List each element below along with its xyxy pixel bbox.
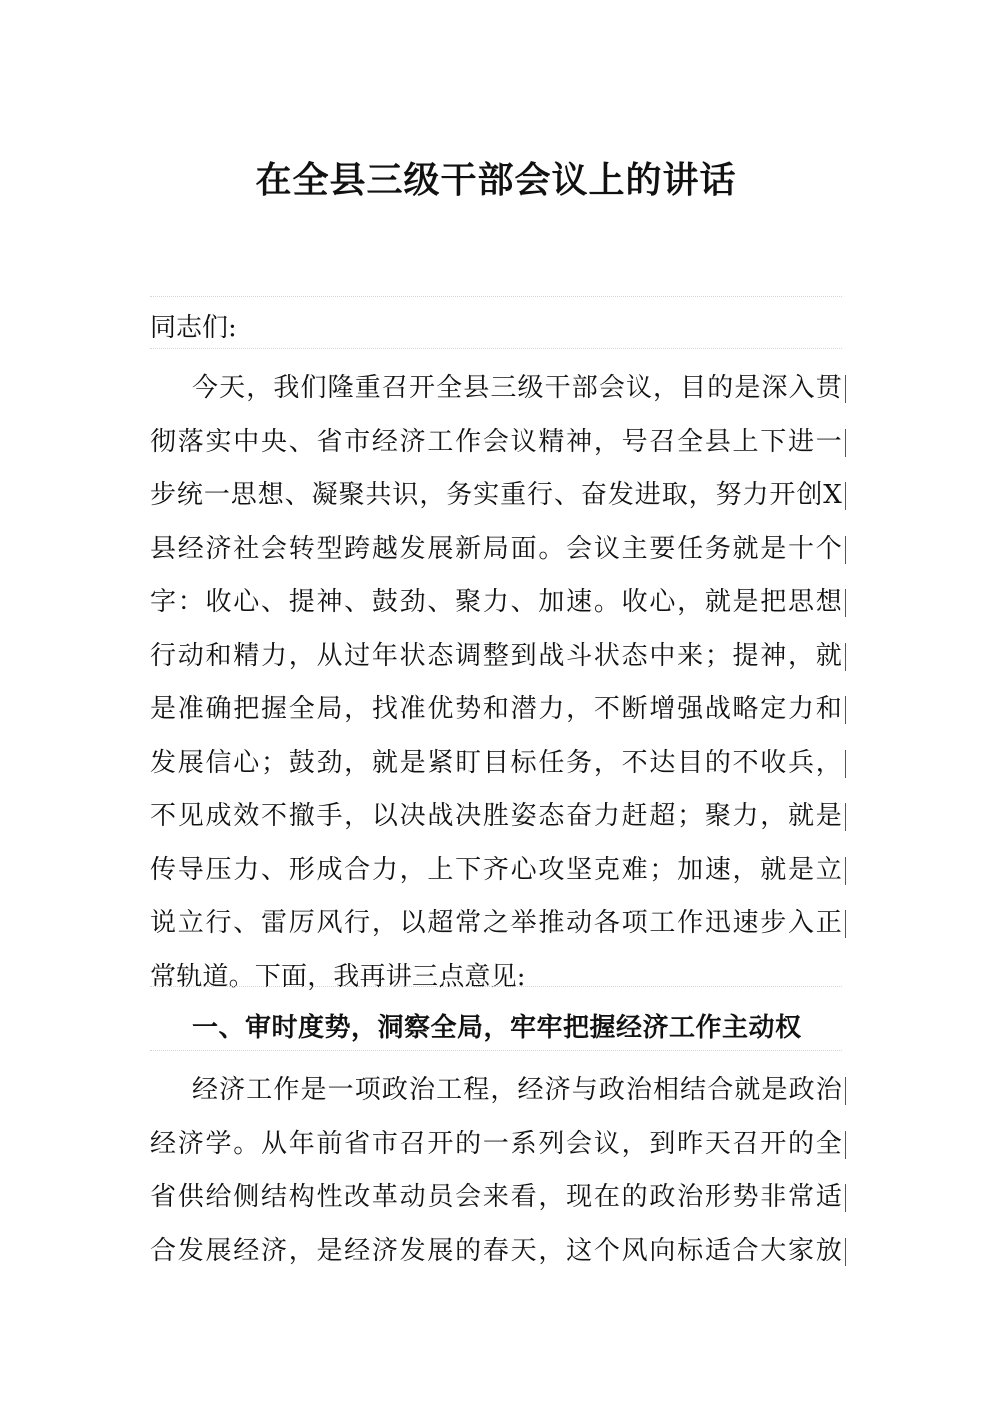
paragraph-line: 省供给侧结构性改革动员会来看，现在的政治形势非常适 bbox=[150, 1171, 842, 1225]
paragraph-line: 彻落实中央、省市经济工作会议精神，号召全县上下进一 bbox=[150, 416, 842, 470]
divider bbox=[150, 986, 842, 987]
divider bbox=[150, 296, 842, 297]
paragraph-line: 今天，我们隆重召开全县三级干部会议，目的是深入贯 bbox=[150, 362, 842, 416]
paragraph-line: 经济工作是一项政治工程，经济与政治相结合就是政治 bbox=[150, 1064, 842, 1118]
paragraph-line: 不见成效不撤手，以决战决胜姿态奋力赶超；聚力，就是 bbox=[150, 790, 842, 844]
divider bbox=[150, 348, 842, 349]
paragraph-line: 县经济社会转型跨越发展新局面。会议主要任务就是十个 bbox=[150, 523, 842, 577]
paragraph-line: 发展信心；鼓劲，就是紧盯目标任务，不达目的不收兵， bbox=[150, 737, 842, 791]
paragraph-line: 是准确把握全局，找准优势和潜力，不断增强战略定力和 bbox=[150, 683, 842, 737]
paragraph-line: 传导压力、形成合力，上下齐心攻坚克难；加速，就是立 bbox=[150, 844, 842, 898]
paragraph-line: 经济学。从年前省市召开的一系列会议，到昨天召开的全 bbox=[150, 1118, 842, 1172]
document-title: 在全县三级干部会议上的讲话 bbox=[255, 159, 737, 201]
divider bbox=[150, 1050, 842, 1051]
salutation: 同志们: bbox=[150, 313, 237, 343]
paragraph-line: 合发展经济，是经济发展的春天，这个风向标适合大家放 bbox=[150, 1225, 842, 1279]
paragraph-line: 说立行、雷厉风行，以超常之举推动各项工作迅速步入正 bbox=[150, 897, 842, 951]
paragraph-2 bbox=[150, 1064, 842, 1278]
paragraph-line: 行动和精力，从过年状态调整到战斗状态中来；提神，就 bbox=[150, 630, 842, 684]
paragraph-line: 步统一思想、凝聚共识，务实重行、奋发进取，努力开创X bbox=[150, 469, 842, 523]
section-heading: 一、审时度势，洞察全局，牢牢把握经济工作主动权 bbox=[192, 1013, 802, 1043]
paragraph-1 bbox=[150, 362, 842, 1004]
paragraph-line: 常轨道。下面，我再讲三点意见: bbox=[150, 961, 526, 992]
paragraph-line: 字：收心、提神、鼓劲、聚力、加速。收心，就是把思想 bbox=[150, 576, 842, 630]
